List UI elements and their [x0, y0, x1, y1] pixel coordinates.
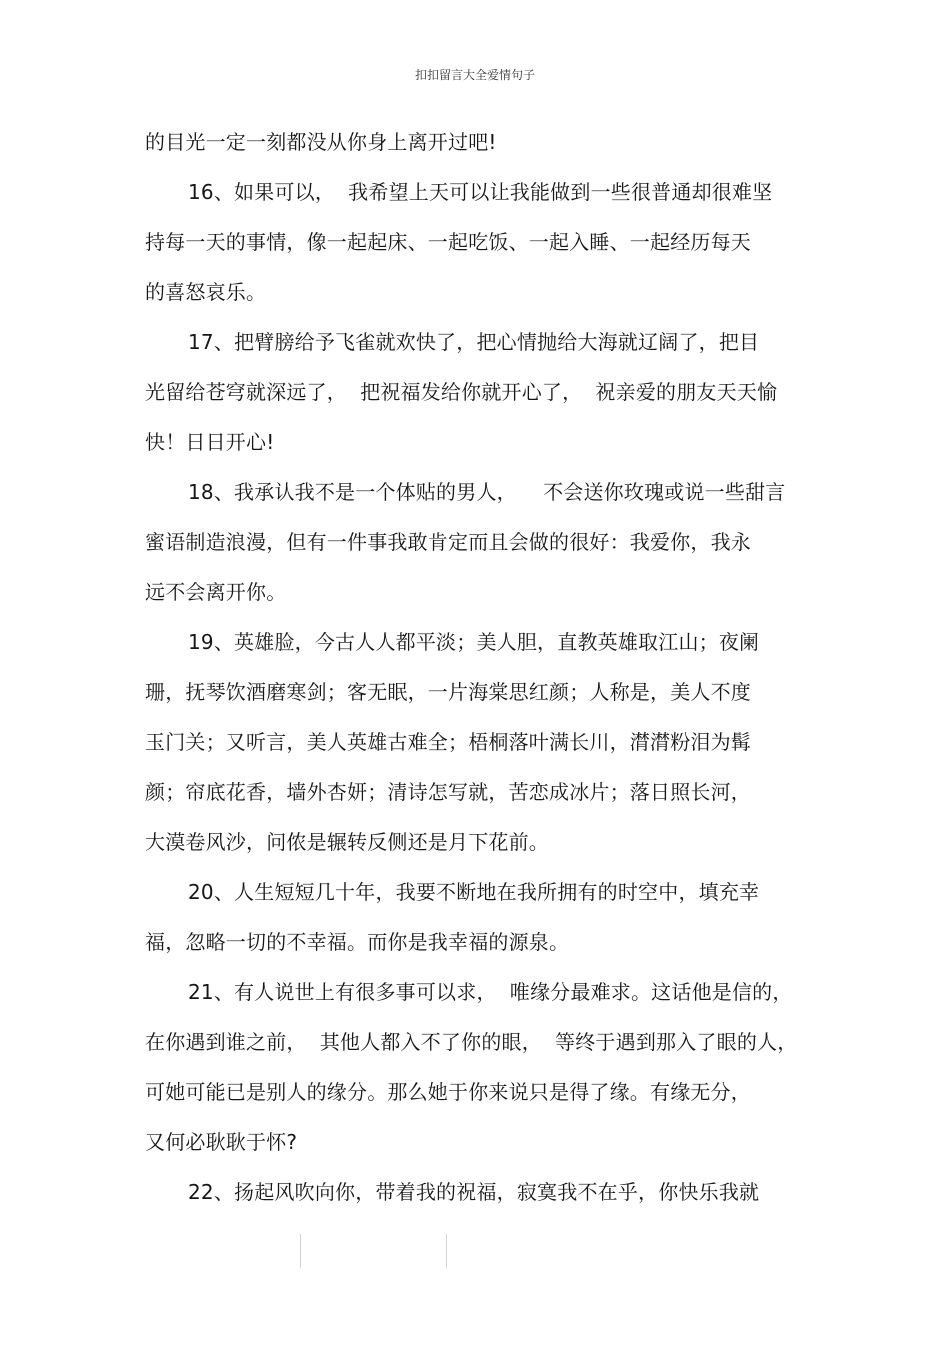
text-line: 玉门关；又听言，美人英雄古难全；梧桐落叶满长川，潸潸粉泪为髯: [145, 730, 751, 754]
text-line: 又何必耿耿于怀?: [145, 1130, 298, 1154]
text-line: 在你遇到谁之前， 其他人都入不了你的眼， 等终于遇到那入了眼的人，: [145, 1030, 798, 1054]
text-line: 蜜语制造浪漫，但有一件事我敢肯定而且会做的很好：我爱你，我永: [145, 530, 751, 554]
running-header: 扣扣留言大全爱情句子: [414, 68, 535, 82]
paragraph-22-line-1: 22、扬起风吹向你，带着我的祝福，寂寞我不在乎，你快乐我就: [188, 1180, 760, 1204]
text-line: 福，忽略一切的不幸福。而你是我幸福的源泉。: [145, 930, 570, 954]
footer-divider-right: [446, 1234, 447, 1268]
text-line: 可她可能已是别人的缘分。那么她于你来说只是得了缘。有缘无分，: [145, 1080, 751, 1104]
text-line: 大漠卷风沙，问侬是辗转反侧还是月下花前。: [145, 830, 549, 854]
text-line: 的目光一定一刻都没从你身上离开过吧!: [145, 130, 497, 154]
paragraph-16-line-1: 16、如果可以， 我希望上天可以让我能做到一些很普通却很难坚: [188, 180, 773, 204]
footer-divider-left: [300, 1234, 301, 1268]
text-line: 光留给苍穹就深远了， 把祝福发给你就开心了， 祝亲爱的朋友天天愉: [145, 380, 778, 404]
text-line: 持每一天的事情，像一起起床、一起吃饭、一起入睡、一起经历每天: [145, 230, 751, 254]
paragraph-20-line-1: 20、人生短短几十年，我要不断地在我所拥有的时空中，填充幸: [188, 880, 760, 904]
paragraph-17-line-1: 17、把臂膀给予飞雀就欢快了，把心情抛给大海就辽阔了，把目: [188, 330, 760, 354]
text-line: 远不会离开你。: [145, 580, 287, 604]
text-line: 快！日日开心!: [145, 430, 275, 454]
text-line: 颜；帘底花香，墙外杏妍；清诗怎写就，苦恋成冰片；落日照长河，: [145, 780, 751, 804]
paragraph-18-line-1: 18、我承认我不是一个体贴的男人， 不会送你玫瑰或说一些甜言: [188, 480, 786, 504]
paragraph-19-line-1: 19、英雄脸，今古人人都平淡；美人胆，直教英雄取江山；夜阑: [188, 630, 760, 654]
text-line: 的喜怒哀乐。: [145, 280, 267, 304]
paragraph-21-line-1: 21、有人说世上有很多事可以求， 唯缘分最难求。这话他是信的，: [188, 980, 793, 1004]
text-line: 珊，抚琴饮酒磨寒剑；客无眠，一片海棠思红颜；人称是，美人不度: [145, 680, 751, 704]
